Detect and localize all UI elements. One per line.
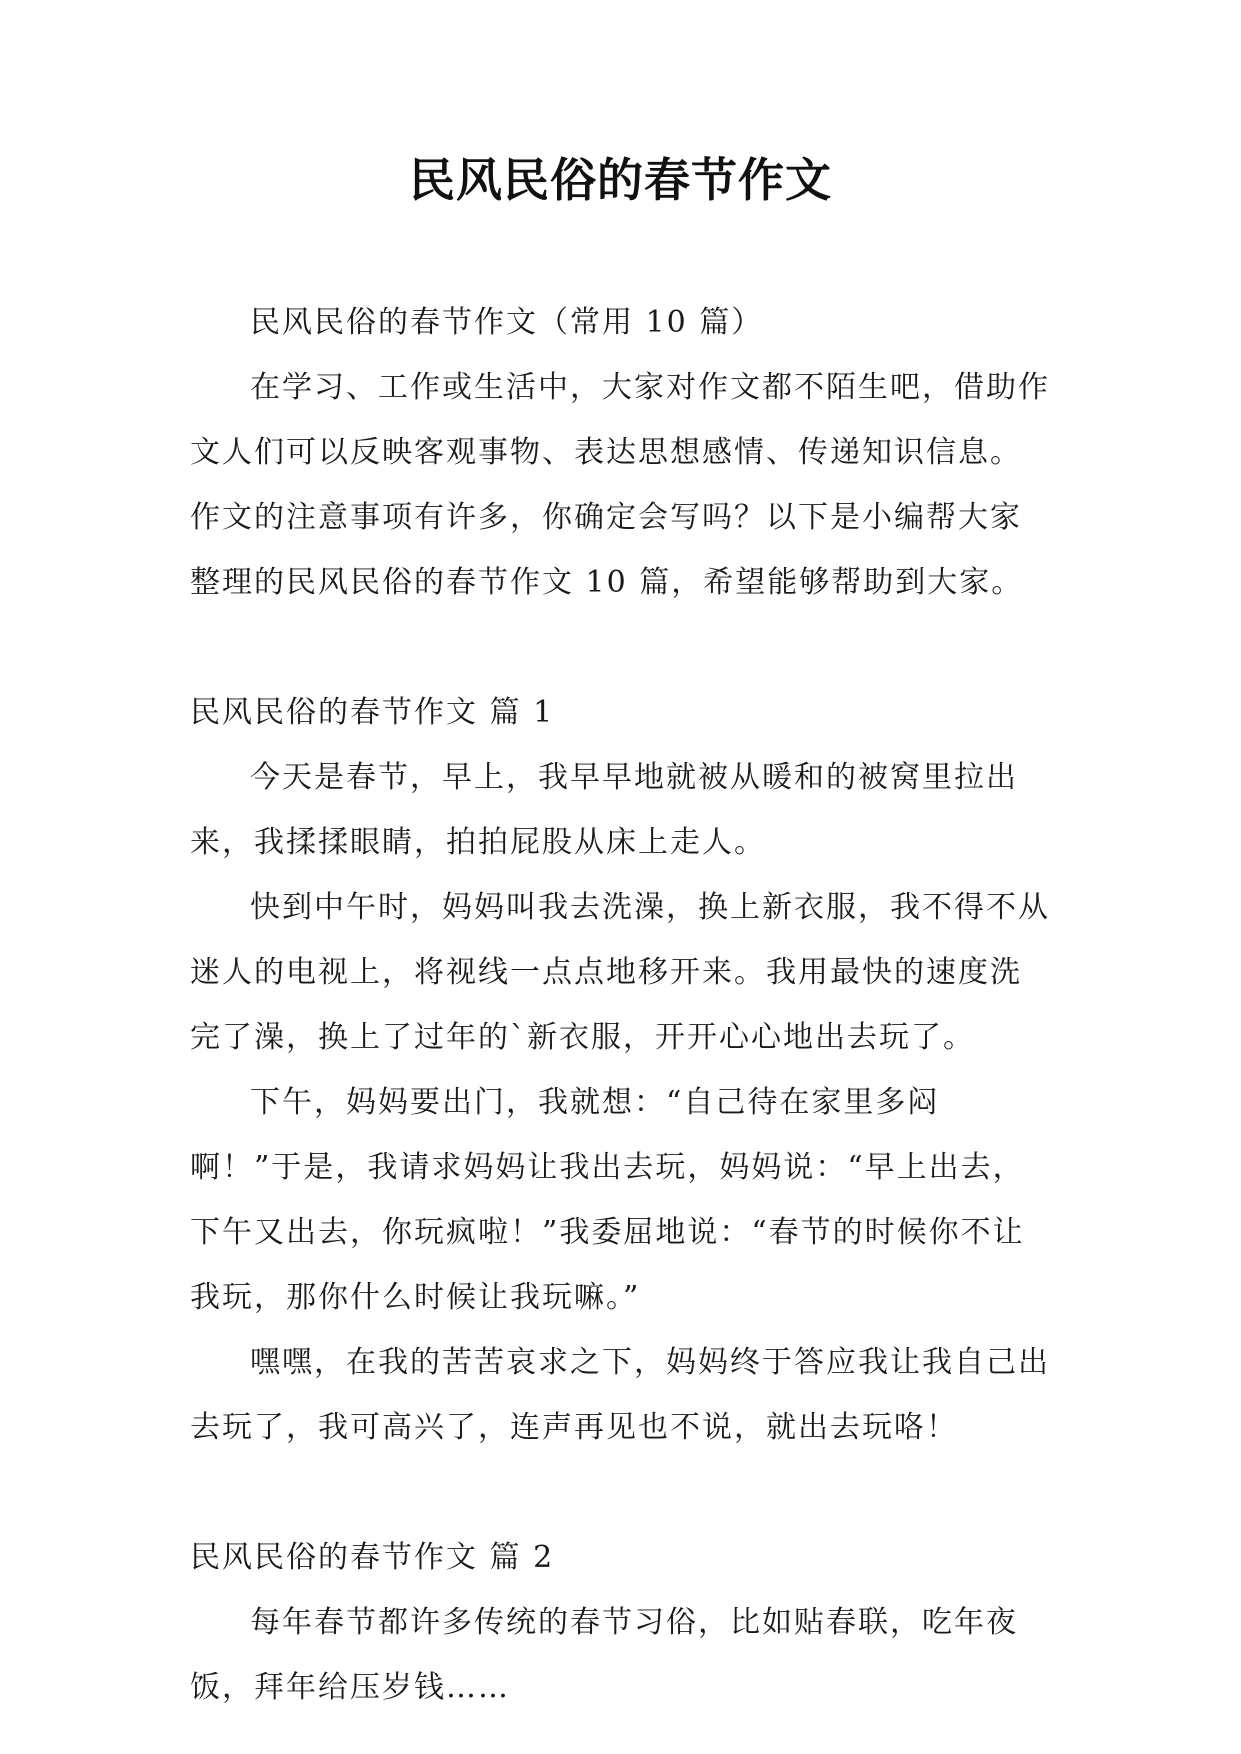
section-paragraph: 嘿嘿，在我的苦苦哀求之下，妈妈终于答应我让我自己出去玩了，我可高兴了，连声再见也不说，就出去玩咯！ <box>190 1345 1050 1445</box>
section-paragraph: 快到中午时，妈妈叫我去洗澡，换上新衣服，我不得不从迷人的电视上，将视线一点点地移开来。我用最快的速度洗完了澡，换上了过年的`新衣服，开开心心地出去玩了。 <box>190 890 1050 1055</box>
essay-section-2 <box>190 1525 1050 1720</box>
section-spacer <box>190 1460 1050 1525</box>
essay-section-1 <box>190 680 1050 1460</box>
intro-paragraph: 在学习、工作或生活中，大家对作文都不陌生吧，借助作文人们可以反映客观事物、表达思想感情、传递知识信息。作文的注意事项有许多，你确定会写吗？以下是小编帮大家整理的民风民俗的春节作文 10 篇，希望能够帮助到大家。 <box>190 370 1050 600</box>
section-heading: 民风民俗的春节作文 篇 2 <box>190 1540 555 1575</box>
document-subtitle: 民风民俗的春节作文（常用 10 篇） <box>250 305 764 340</box>
document-title: 民风民俗的春节作文 <box>409 153 832 207</box>
section-paragraph: 今天是春节，早上，我早早地就被从暖和的被窝里拉出来，我揉揉眼睛，拍拍屁股从床上走人。 <box>190 760 1018 860</box>
section-spacer <box>190 615 1050 680</box>
section-paragraph: 下午，妈妈要出门，我就想：“自己待在家里多闷啊！”于是，我请求妈妈让我出去玩，妈妈说：“早上出去，下午又出去，你玩疯啦！”我委屈地说：“春节的时候你不让我玩，那你什么时候让我玩嘛。” <box>190 1085 1025 1315</box>
section-heading: 民风民俗的春节作文 篇 1 <box>190 695 555 730</box>
document-body <box>190 290 1050 1720</box>
section-paragraph: 每年春节都许多传统的春节习俗，比如贴春联，吃年夜饭，拜年给压岁钱…… <box>190 1605 1018 1705</box>
